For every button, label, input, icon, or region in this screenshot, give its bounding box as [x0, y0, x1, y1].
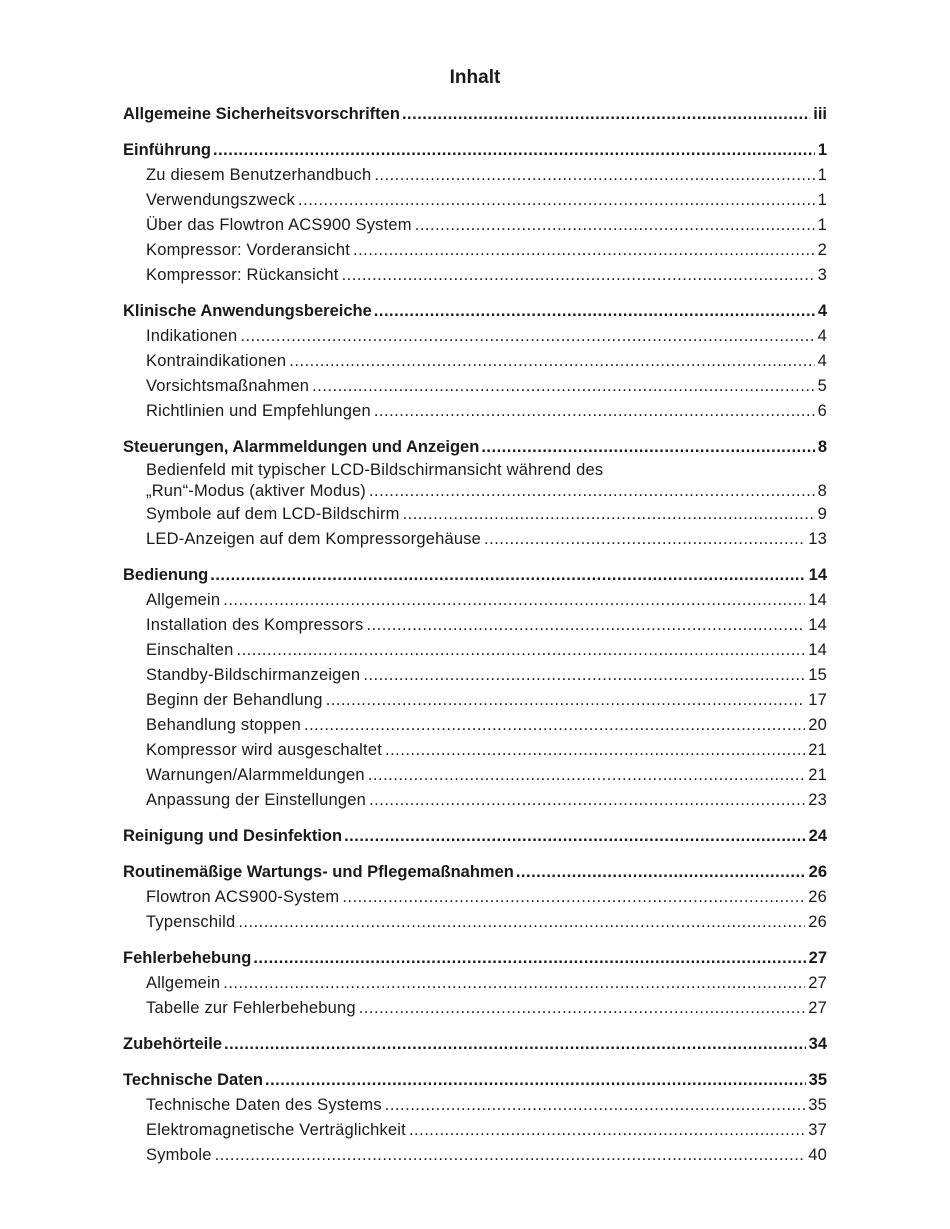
toc-entry-title: Reinigung und Desinfektion	[123, 827, 343, 845]
toc-chapter-bedienung[interactable]	[123, 563, 827, 588]
toc-page-number: 15	[808, 666, 827, 684]
dot-leader	[484, 527, 805, 552]
dot-leader	[353, 238, 815, 263]
toc-page-number: 1	[817, 141, 827, 159]
toc-entry-title: Zu diesem Benutzerhandbuch	[146, 166, 372, 184]
toc-page-number: 37	[808, 1121, 827, 1139]
toc-entry-continuation	[146, 481, 827, 502]
toc-page-number: 24	[808, 827, 827, 845]
toc-entry-kompressor-wird-ausgeschaltet[interactable]	[123, 738, 827, 763]
toc-page-number: 14	[808, 566, 827, 584]
toc-page-number: 26	[808, 863, 827, 881]
toc-entry-title: Vorsichtsmaßnahmen	[146, 377, 310, 395]
toc-entry-allgemein[interactable]	[123, 588, 827, 613]
toc-page-number: 14	[808, 591, 827, 609]
toc-entry-title: Behandlung stoppen	[146, 716, 301, 734]
toc-entry-title: Fehlerbehebung	[123, 949, 252, 967]
toc-page-number: 2	[817, 241, 827, 259]
dot-leader	[369, 788, 805, 813]
toc-entry-led-anzeigen-auf-dem-kompressorgehaeuse[interactable]	[123, 527, 827, 552]
dot-leader	[215, 1143, 806, 1168]
toc-chapter-fehlerbehebung[interactable]	[123, 946, 827, 971]
toc-entry-typenschild[interactable]	[123, 910, 827, 935]
dot-leader	[385, 1093, 805, 1118]
toc-entry-title: Technische Daten des Systems	[146, 1096, 382, 1114]
toc-entry-ueber-das-flowtron-acs900-system[interactable]	[123, 213, 827, 238]
dot-leader	[223, 588, 805, 613]
toc-entry-title: Zubehörteile	[123, 1035, 223, 1053]
toc-page-number: 8	[817, 438, 827, 456]
dot-leader	[342, 263, 815, 288]
toc-entry-standby-bildschirmanzeigen[interactable]	[123, 663, 827, 688]
dot-leader	[289, 349, 814, 374]
dot-leader	[240, 324, 814, 349]
toc-page-number: 9	[817, 505, 827, 523]
toc-entry-symbole-auf-dem-lcd-bildschirm[interactable]	[123, 502, 827, 527]
toc-entry-elektromagnetische-vertraeglichkeit[interactable]	[123, 1118, 827, 1143]
toc-entry-title: Kontraindikationen	[146, 352, 287, 370]
dot-leader	[366, 613, 805, 638]
toc-page-number: 27	[808, 949, 827, 967]
toc-entry-anpassung-der-einstellungen[interactable]	[123, 788, 827, 813]
dot-leader	[516, 860, 806, 885]
dot-leader	[342, 885, 805, 910]
dot-leader	[385, 738, 805, 763]
toc-chapter-steuerungen-alarmmeldungen-und-anzeigen[interactable]	[123, 435, 827, 460]
toc-entry-warnungen-alarmmeldungen[interactable]	[123, 763, 827, 788]
toc-entry-symbole[interactable]	[123, 1143, 827, 1168]
toc-entry-title: Routinemäßige Wartungs- und Pflegemaßnahmen	[123, 863, 514, 881]
dot-leader	[344, 824, 806, 849]
toc-chapter-technische-daten[interactable]	[123, 1068, 827, 1093]
toc-entry-indikationen[interactable]	[123, 324, 827, 349]
toc-entry-title: Richtlinien und Empfehlungen	[146, 402, 371, 420]
dot-leader	[369, 481, 815, 502]
toc-entry-allgemein[interactable]	[123, 971, 827, 996]
dot-leader	[374, 163, 814, 188]
toc-page-number: 14	[808, 641, 827, 659]
toc-entry-title: Bedienung	[123, 566, 209, 584]
toc-entry-flowtron-acs900-system[interactable]	[123, 885, 827, 910]
dot-leader	[238, 910, 805, 935]
toc-page-number: 1	[817, 216, 827, 234]
toc-chapter-allgemeine-sicherheitsvorschriften[interactable]	[123, 102, 827, 127]
toc-chapter-einfuehrung[interactable]	[123, 138, 827, 163]
dot-leader	[359, 996, 805, 1021]
toc-chapter-klinische-anwendungsbereiche[interactable]	[123, 299, 827, 324]
toc-entry-title: Einführung	[123, 141, 211, 159]
toc-entry-title: Standby-Bildschirmanzeigen	[146, 666, 361, 684]
toc-entry-kompressor-vorderansicht[interactable]	[123, 238, 827, 263]
toc-page-number: 5	[817, 377, 827, 395]
toc-page-number: 27	[808, 974, 827, 992]
dot-leader	[402, 102, 810, 127]
toc-entry-title: Klinische Anwendungsbereiche	[123, 302, 372, 320]
dot-leader	[223, 971, 805, 996]
dot-leader	[224, 1032, 806, 1057]
toc-page-number: 23	[808, 791, 827, 809]
toc-entry-title-line1: Bedienfeld mit typischer LCD-Bildschirmansicht während des	[146, 461, 604, 479]
toc-entry-title: Allgemein	[146, 591, 221, 609]
toc-entry-zu-diesem-benutzerhandbuch[interactable]	[123, 163, 827, 188]
toc-entry-title: Allgemeine Sicherheitsvorschriften	[123, 105, 400, 123]
toc-entry-title: Symbole	[146, 1146, 212, 1164]
toc-entry-title: Allgemein	[146, 974, 221, 992]
toc-entry-title: Warnungen/Alarmmeldungen	[146, 766, 365, 784]
toc-entry-title: Symbole auf dem LCD-Bildschirm	[146, 505, 400, 523]
toc-entry-vorsichtsmassnahmen[interactable]	[123, 374, 827, 399]
toc-entry-title: Indikationen	[146, 327, 238, 345]
toc-page-number: 1	[817, 166, 827, 184]
toc-entry-title: Kompressor wird ausgeschaltet	[146, 741, 382, 759]
toc-page-number: 21	[808, 741, 827, 759]
toc-page-number: 35	[808, 1096, 827, 1114]
dot-leader	[298, 188, 815, 213]
toc-entry-title: Tabelle zur Fehlerbehebung	[146, 999, 356, 1017]
dot-leader	[374, 299, 815, 324]
dot-leader	[415, 213, 815, 238]
toc-entry-title: Elektromagnetische Verträglichkeit	[146, 1121, 406, 1139]
dot-leader	[403, 502, 815, 527]
toc-entry-technische-daten-des-systems[interactable]	[123, 1093, 827, 1118]
toc-page-number: 35	[808, 1071, 827, 1089]
dot-leader	[368, 763, 805, 788]
toc-page-number: 3	[817, 266, 827, 284]
toc-chapter-routinemaessige-wartungs-und-pflegemassnahmen[interactable]	[123, 860, 827, 885]
toc-entry-title: Über das Flowtron ACS900 System	[146, 216, 412, 234]
toc-page-number: 4	[817, 352, 827, 370]
toc-entry-behandlung-stoppen[interactable]	[123, 713, 827, 738]
toc-page-number: 40	[808, 1146, 827, 1164]
table-of-contents	[123, 102, 827, 1168]
toc-entry-title: Steuerungen, Alarmmeldungen und Anzeigen	[123, 438, 480, 456]
toc-page-number: 17	[808, 691, 827, 709]
toc-entry-run-modus-aktiver-modus[interactable]	[123, 460, 827, 502]
toc-page-number: 4	[817, 327, 827, 345]
toc-page-number: 34	[808, 1035, 827, 1053]
dot-leader	[481, 435, 815, 460]
toc-chapter-zubehoerteile[interactable]	[123, 1032, 827, 1057]
toc-entry-beginn-der-behandlung[interactable]	[123, 688, 827, 713]
toc-entry-title: Kompressor: Vorderansicht	[146, 241, 351, 259]
page-title: Inhalt	[449, 67, 501, 88]
toc-entry-title: Kompressor: Rückansicht	[146, 266, 339, 284]
toc-page-number: 26	[808, 913, 827, 931]
dot-leader	[213, 138, 815, 163]
toc-page-number: 21	[808, 766, 827, 784]
toc-entry-installation-des-kompressors[interactable]	[123, 613, 827, 638]
toc-page-number: 20	[808, 716, 827, 734]
toc-entry-kompressor-rueckansicht[interactable]	[123, 263, 827, 288]
dot-leader	[265, 1068, 806, 1093]
toc-entry-title: Installation des Kompressors	[146, 616, 364, 634]
toc-page-number: 27	[808, 999, 827, 1017]
toc-page-number: 14	[808, 616, 827, 634]
dot-leader	[326, 688, 806, 713]
toc-entry-verwendungszweck[interactable]	[123, 188, 827, 213]
toc-entry-kontraindikationen[interactable]	[123, 349, 827, 374]
toc-entry-title: Typenschild	[146, 913, 236, 931]
toc-entry-einschalten[interactable]	[123, 638, 827, 663]
toc-entry-tabelle-zur-fehlerbehebung[interactable]	[123, 996, 827, 1021]
toc-entry-title: Verwendungszweck	[146, 191, 296, 209]
toc-entry-title: Beginn der Behandlung	[146, 691, 323, 709]
toc-entry-title: Flowtron ACS900-System	[146, 888, 340, 906]
dot-leader	[210, 563, 805, 588]
toc-page-number: 4	[817, 302, 827, 320]
toc-page-number: 6	[817, 402, 827, 420]
toc-entry-title: Technische Daten	[123, 1071, 263, 1089]
toc-page-number: 13	[808, 530, 827, 548]
dot-leader	[409, 1118, 805, 1143]
toc-entry-title: Anpassung der Einstellungen	[146, 791, 367, 809]
toc-entry-title: LED-Anzeigen auf dem Kompressorgehäuse	[146, 530, 482, 548]
dot-leader	[363, 663, 805, 688]
dot-leader	[253, 946, 805, 971]
toc-entry-title: „Run“-Modus (aktiver Modus)	[146, 482, 366, 500]
dot-leader	[374, 399, 815, 424]
toc-page-number: 26	[808, 888, 827, 906]
dot-leader	[304, 713, 805, 738]
toc-page-number: 8	[817, 482, 827, 500]
toc-chapter-reinigung-und-desinfektion[interactable]	[123, 824, 827, 849]
toc-entry-richtlinien-und-empfehlungen[interactable]	[123, 399, 827, 424]
toc-page-number: 1	[817, 191, 827, 209]
toc-page-number: iii	[813, 105, 827, 123]
dot-leader	[312, 374, 814, 399]
toc-entry-title: Einschalten	[146, 641, 234, 659]
dot-leader	[237, 638, 806, 663]
